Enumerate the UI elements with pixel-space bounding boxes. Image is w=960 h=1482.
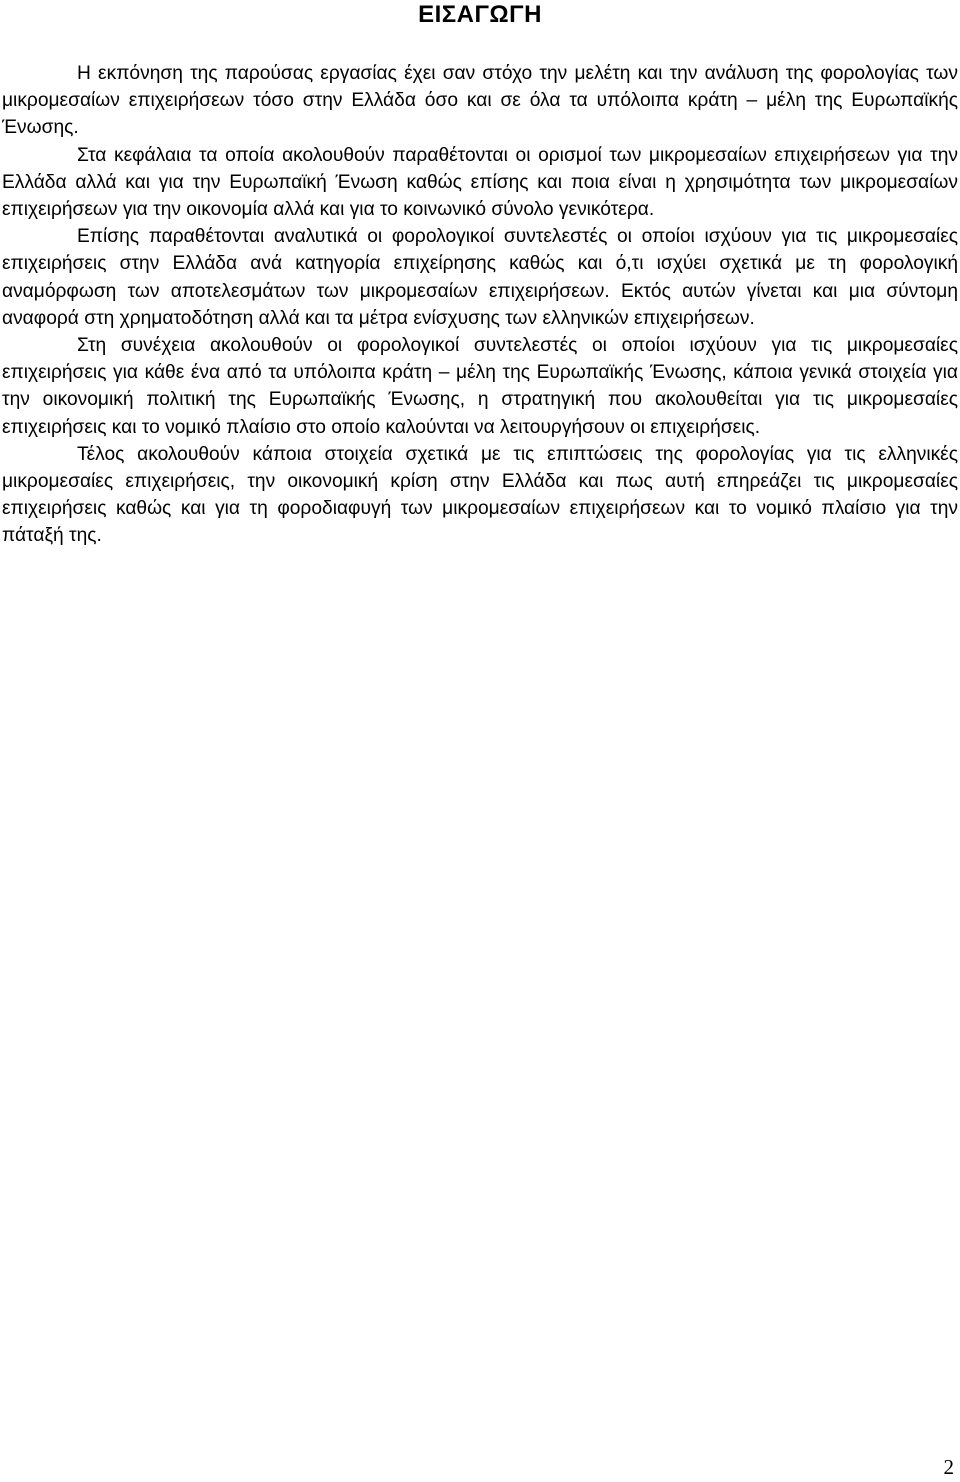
paragraph-eu-tax-rates: Στη συνέχεια ακολουθούν οι φορολογικοί συντελεστές οι οποίοι ισχύουν για τις μικρομεσαίες επιχειρήσεις για κάθε ένα από τα υπόλοιπα κράτη – μέλη της Ευρωπαϊκής Ένωσης, κάποια γενικά στοιχεία για την οικονομική πολιτική της Ευρωπαϊκής Ένωσης, η στρατηγική που ακολουθείται για τις μικρομεσαίες επιχειρήσεις και το νομικό πλαίσιο στο οποίο καλούνται να λειτουργήσουν οι επιχειρήσεις. (2, 335, 958, 438)
page-number: 2 (943, 1455, 954, 1479)
paragraph-definitions: Στα κεφάλαια τα οποία ακολουθούν παραθέτονται οι ορισμοί των μικρομεσαίων επιχειρήσεων για την Ελλάδα αλλά και για την Ευρωπαϊκή Ένωση καθώς επίσης και ποια είναι η χρησιμότητα των μικρομεσαίων επιχειρήσεων για την οικονομία αλλά και για το κοινωνικό σύνολο γενικότερα. (2, 144, 958, 221)
paragraph-intro: Η εκπόνηση της παρούσας εργασίας έχει σαν στόχο την μελέτη και την ανάλυση της φορολογίας των μικρομεσαίων επιχειρήσεων τόσο στην Ελλάδα όσο και σε όλα τα υπόλοιπα κράτη – μέλη της Ευρωπαϊκής Ένωσης. (2, 63, 958, 139)
page-title: ΕΙΣΑΓΩΓΗ (418, 1, 542, 28)
paragraph-greek-tax-rates: Επίσης παραθέτονται αναλυτικά οι φορολογικοί συντελεστές οι οποίοι ισχύουν για τις μικρομεσαίες επιχειρήσεις στην Ελλάδα ανά κατηγορία επιχείρησης καθώς και ό,τι ισχύει σχετικά με τη φορολογική αναμόρφωση των αποτελεσμάτων των μικρομεσαίων επιχειρήσεων. Εκτός αυτών γίνεται και μια σύντομη αναφορά στη χρηματοδότηση αλλά και τα μέτρα ενίσχυσης των ελληνικών επιχειρήσεων. (2, 226, 958, 329)
body-text (2, 60, 958, 550)
paragraph-conclusion: Τέλος ακολουθούν κάποια στοιχεία σχετικά με τις επιπτώσεις της φορολογίας για τις ελληνικές μικρομεσαίες επιχειρήσεις, την οικονομική κρίση στην Ελλάδα και πως αυτή επηρεάζει τις μικρομεσαίες επιχειρήσεις καθώς και για τη φοροδιαφυγή των μικρομεσαίων επιχειρήσεων και το νομικό πλαίσιο για την πάταξή της. (2, 443, 958, 547)
